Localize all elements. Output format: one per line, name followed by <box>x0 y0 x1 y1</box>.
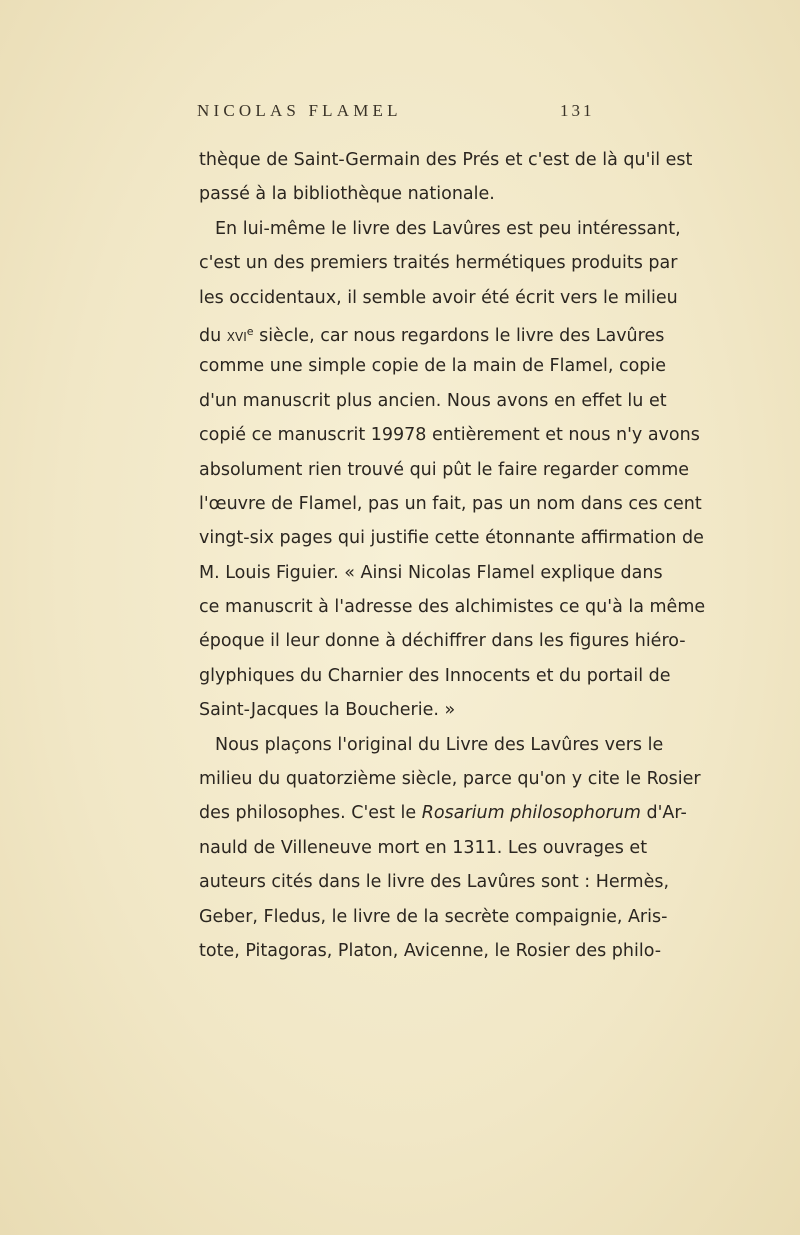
text-line <box>199 315 665 349</box>
text-fragment: du <box>199 325 227 346</box>
body-text <box>199 143 706 968</box>
text-line: auteurs cités dans le livre des Lavûres sont : Hermès, <box>199 872 670 893</box>
text-line: milieu du quatorzième siècle, parce qu'on y cite le Rosier <box>199 769 701 790</box>
text-line: comme une simple copie de la main de Flamel, copie <box>199 356 667 377</box>
text-line: Geber, Fledus, le livre de la secrète compaignie, Aris- <box>199 906 668 927</box>
text-line: d'un manuscrit plus ancien. Nous avons en effet lu et <box>199 390 667 411</box>
text-line: les occidentaux, il semble avoir été écrit vers le milieu <box>199 287 678 308</box>
text-line: passé à la bibliothèque nationale. <box>199 184 495 205</box>
page-number: 131 <box>560 101 595 120</box>
text-line: vingt-six pages qui justifie cette étonnante affirmation de <box>199 528 704 549</box>
superscript: e <box>246 324 254 338</box>
text-line: thèque de Saint-Germain des Prés et c'est de là qu'il est <box>199 150 693 170</box>
running-title: NICOLAS FLAMEL <box>197 101 402 120</box>
text-line: M. Louis Figuier. « Ainsi Nicolas Flamel explique dans <box>199 562 663 583</box>
text-line: c'est un des premiers traités hermétiques produits par <box>199 253 678 274</box>
text-fragment: d'Ar- <box>640 803 687 824</box>
text-line <box>199 796 687 830</box>
text-fragment: des philosophes. C'est le <box>199 803 422 824</box>
text-line: absolument rien trouvé qui pût le faire regarder comme <box>199 459 690 480</box>
text-line: nauld de Villeneuve mort en 1311. Les ouvrages et <box>199 837 648 858</box>
italic-title: Rosarium philosophorum <box>421 803 641 824</box>
text-line: copié ce manuscrit 19978 entièrement et nous n'y avons <box>199 425 700 446</box>
century-numeral: xvi <box>226 325 247 346</box>
text-line: époque il leur donne à déchiffrer dans les figures hiéro- <box>199 631 686 652</box>
text-line: En lui-même le livre des Lavûres est peu intéressant, <box>215 218 681 239</box>
text-line: glyphiques du Charnier des Innocents et du portail de <box>199 665 671 686</box>
text-fragment: siècle, car nous regardons le livre des Lavûres <box>253 325 665 346</box>
text-line: Nous plaçons l'original du Livre des Lavûres vers le <box>215 734 664 755</box>
running-head <box>0 101 800 131</box>
text-line: tote, Pitagoras, Platon, Avicenne, le Rosier des philo- <box>199 940 662 961</box>
text-line: Saint-Jacques la Boucherie. » <box>199 700 456 721</box>
text-line: l'œuvre de Flamel, pas un fait, pas un nom dans ces cent <box>199 493 702 514</box>
text-line: ce manuscrit à l'adresse des alchimistes ce qu'à la même <box>199 597 706 618</box>
